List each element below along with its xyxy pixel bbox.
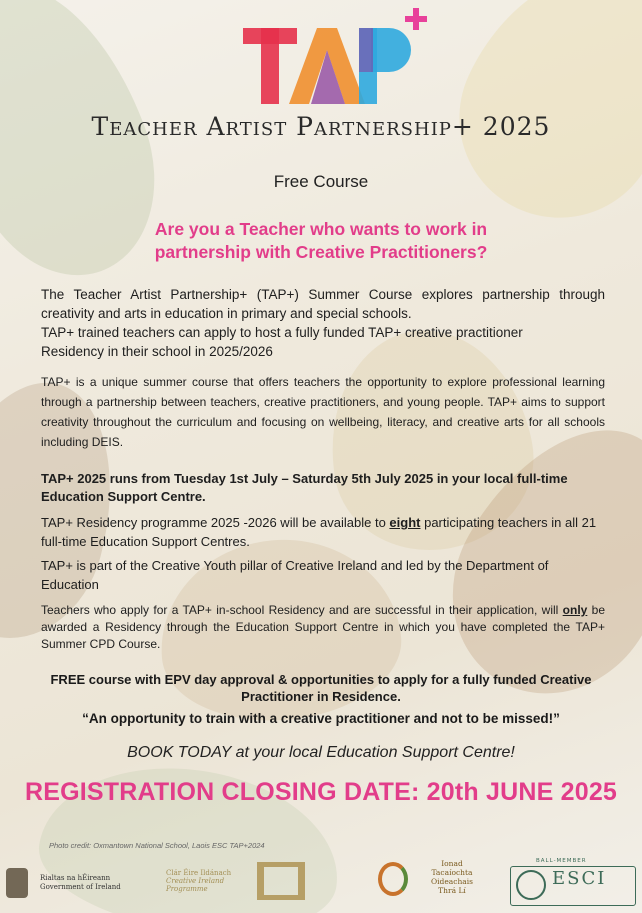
intro-text-3: Residency in their school in 2025/2026	[41, 344, 273, 359]
tralee-education-centre-logo	[378, 858, 498, 906]
headline-line-2: partnership with Creative Practitioners?	[154, 242, 488, 262]
subtitle-free-course: Free Course	[273, 172, 369, 191]
residency-text-after: participating teachers in all 21 full-time Education Support Centres.	[41, 515, 597, 549]
headline-line-1: Are you a Teacher who wants to work in	[154, 219, 488, 239]
teachers-paragraph	[41, 602, 605, 653]
education-centre-emblem-icon	[378, 862, 408, 896]
residency-emphasis: eight	[389, 515, 421, 530]
book-today-text: BOOK TODAY at your local Education Support Centre!	[127, 744, 515, 761]
ionad-line-2: Tacaíochta	[431, 868, 473, 877]
teachers-text-before: Teachers who apply for a TAP+ in-school Residency and are successful in their application, will	[41, 603, 563, 617]
headline	[100, 218, 542, 264]
ci-logo-line-2: Creative Ireland	[166, 877, 225, 885]
about-paragraph: TAP+ is a unique summer course that offers teachers the opportunity to explore professional learning through a partnership between teachers, creative practitioners, and young people. TAP+ aims to support creativity throughout the curriculum and focusing on wellbeing, literacy, and creative arts for all schools including DEIS.	[41, 375, 605, 449]
pillar-paragraph: TAP+ is part of the Creative Youth pillar of Creative Ireland and led by the Department of Education	[41, 558, 549, 592]
page-title: Teacher Artist Partnership+ 2025	[91, 112, 551, 141]
teachers-text-after: be awarded a Residency through the Education Support Centre in which you have completed the TAP+ Summer CPD Course.	[41, 603, 605, 651]
ionad-line-3: Oideachais	[430, 877, 473, 886]
free-epv-note: FREE course with EPV day approval & opportunities to apply for a fully funded Creative Practitioner in Residence.	[50, 672, 592, 704]
gov-logo-line-1: Rialtas na hÉireann	[40, 874, 111, 882]
ci-logo-line-1: Clár Éire Ildánach	[166, 869, 232, 877]
gov-logo-line-2: Government of Ireland	[40, 883, 121, 891]
residency-paragraph	[41, 513, 605, 551]
esci-seal-icon	[516, 870, 546, 900]
teachers-emphasis: only	[562, 603, 588, 617]
creative-ireland-mark-icon	[257, 862, 305, 900]
harp-icon	[6, 868, 28, 898]
photo-credit: Photo credit: Oxmantown National School, Laois ESC TAP+2024	[49, 841, 265, 850]
tap-logo	[241, 6, 437, 104]
esci-member-logo	[510, 858, 636, 906]
intro-text-2: TAP+ trained teachers can apply to host a fully funded TAP+ creative practitioner	[41, 325, 523, 340]
tap-logo-graphic	[241, 6, 437, 104]
registration-closing-date: REGISTRATION CLOSING DATE: 20th JUNE 2025	[24, 778, 618, 806]
residency-text-before: TAP+ Residency programme 2025 -2026 will be available to	[41, 515, 390, 530]
intro-text-1: The Teacher Artist Partnership+ (TAP+) Summer Course explores partnership through creativity and arts in education in primary and special schools.	[41, 287, 605, 321]
ionad-line-4: Thrá Lí	[438, 886, 466, 895]
esci-member-label: BALL-MEMBER	[536, 858, 587, 864]
esci-name: ESCI	[552, 868, 607, 889]
ci-logo-line-3: Programme	[166, 885, 208, 893]
course-dates: TAP+ 2025 runs from Tuesday 1st July – Saturday 5th July 2025 in your local full-time Education Support Centre.	[41, 471, 568, 504]
testimonial-quote: “An opportunity to train with a creative practitioner and not to be missed!”	[82, 711, 560, 726]
government-of-ireland-logo	[4, 858, 134, 906]
intro-paragraph	[41, 285, 605, 361]
creative-ireland-logo	[166, 858, 258, 906]
ionad-line-1: Ionad	[441, 859, 463, 868]
